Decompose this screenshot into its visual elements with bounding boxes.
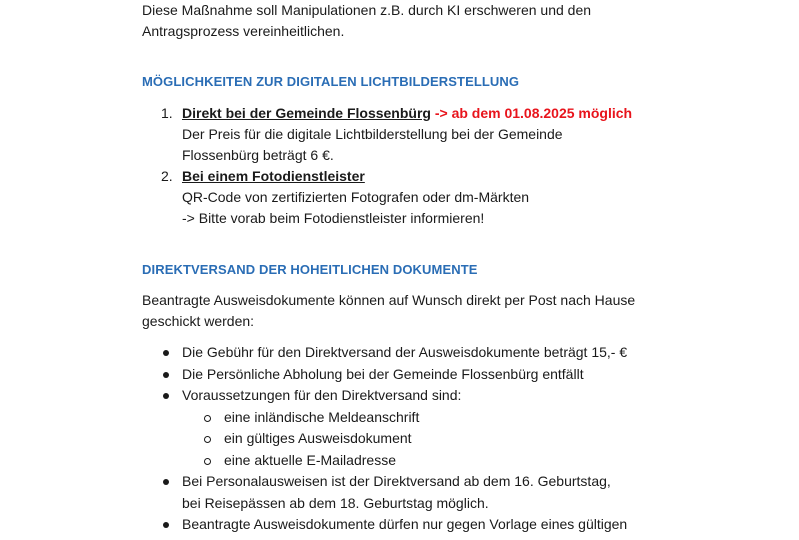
intro-line-1: Diese Maßnahme soll Manipulationen z.B. durch KI erschweren und den: [142, 2, 592, 18]
circle-bullet-icon: [204, 415, 211, 422]
intro-paragraph: [142, 0, 591, 42]
sub-list-item: [142, 450, 762, 472]
option-text-line: QR-Code von zertifizierten Fotografen oder dm-Märkten: [182, 189, 530, 205]
option-title: Direkt bei der Gemeinde Flossenbürg: [182, 105, 431, 121]
sub-bullet-list: [142, 407, 762, 472]
bullet-icon: [163, 393, 169, 399]
list-item: [142, 342, 762, 364]
option-text-line: -> Bitte vorab beim Fotodienstleister informieren!: [182, 210, 485, 226]
bullet-text-continued: bei Reisepässen ab dem 18. Geburtstag möglich.: [182, 494, 489, 511]
direktversand-intro-line-2: geschickt werden:: [142, 313, 255, 329]
bullet-icon: [163, 372, 169, 378]
bullet-text: Bei Personalausweisen ist der Direktversand ab dem 16. Geburtstag,: [182, 473, 611, 489]
numbered-list: [142, 103, 762, 229]
list-item: [142, 103, 762, 166]
list-number: 1.: [161, 105, 173, 121]
bullet-list: [142, 342, 762, 536]
sub-bullet-text: ein gültiges Ausweisdokument: [224, 430, 412, 446]
circle-bullet-icon: [204, 458, 211, 465]
section-heading-direktversand: DIREKTVERSAND DER HOHEITLICHEN DOKUMENTE: [142, 262, 478, 277]
list-item: [142, 166, 762, 229]
bullet-icon: [163, 522, 169, 528]
option-title: Bei einem Fotodienstleister: [182, 168, 365, 184]
direktversand-intro-line-1: Beantragte Ausweisdokumente können auf Wunsch direkt per Post nach Hause: [142, 292, 636, 308]
sub-bullet-text: eine aktuelle E-Mailadresse: [224, 451, 396, 468]
sub-list-item: [142, 407, 762, 429]
sub-bullet-text: eine inländische Meldeanschrift: [224, 408, 420, 425]
bullet-icon: [163, 479, 169, 485]
bullet-text: Voraussetzungen für den Direktversand sind:: [182, 387, 462, 403]
list-item: [142, 364, 762, 386]
sub-list-item: [142, 428, 762, 450]
availability-note: -> ab dem 01.08.2025 möglich: [430, 105, 633, 121]
list-item: [142, 471, 762, 514]
option-text-line: Der Preis für die digitale Lichtbilderstellung bei der Gemeinde: [182, 126, 563, 142]
bullet-icon: [163, 350, 169, 356]
section-heading-lichtbild: MÖGLICHKEITEN ZUR DIGITALEN LICHTBILDERSTELLUNG: [142, 74, 520, 89]
list-item: [142, 514, 762, 536]
bullet-text: Die Persönliche Abholung bei der Gemeinde Flossenbürg entfällt: [182, 365, 584, 382]
intro-line-2: Antragsprozess vereinheitlichen.: [142, 23, 345, 39]
option-text-line: Flossenbürg beträgt 6 €.: [182, 147, 334, 163]
circle-bullet-icon: [204, 436, 211, 443]
bullet-text: Beantragte Ausweisdokumente dürfen nur gegen Vorlage eines gültigen: [182, 516, 628, 532]
direktversand-intro: [142, 290, 635, 332]
bullet-text: Die Gebühr für den Direktversand der Ausweisdokumente beträgt 15,- €: [182, 344, 628, 360]
list-item: [142, 385, 762, 471]
list-number: 2.: [161, 168, 173, 184]
